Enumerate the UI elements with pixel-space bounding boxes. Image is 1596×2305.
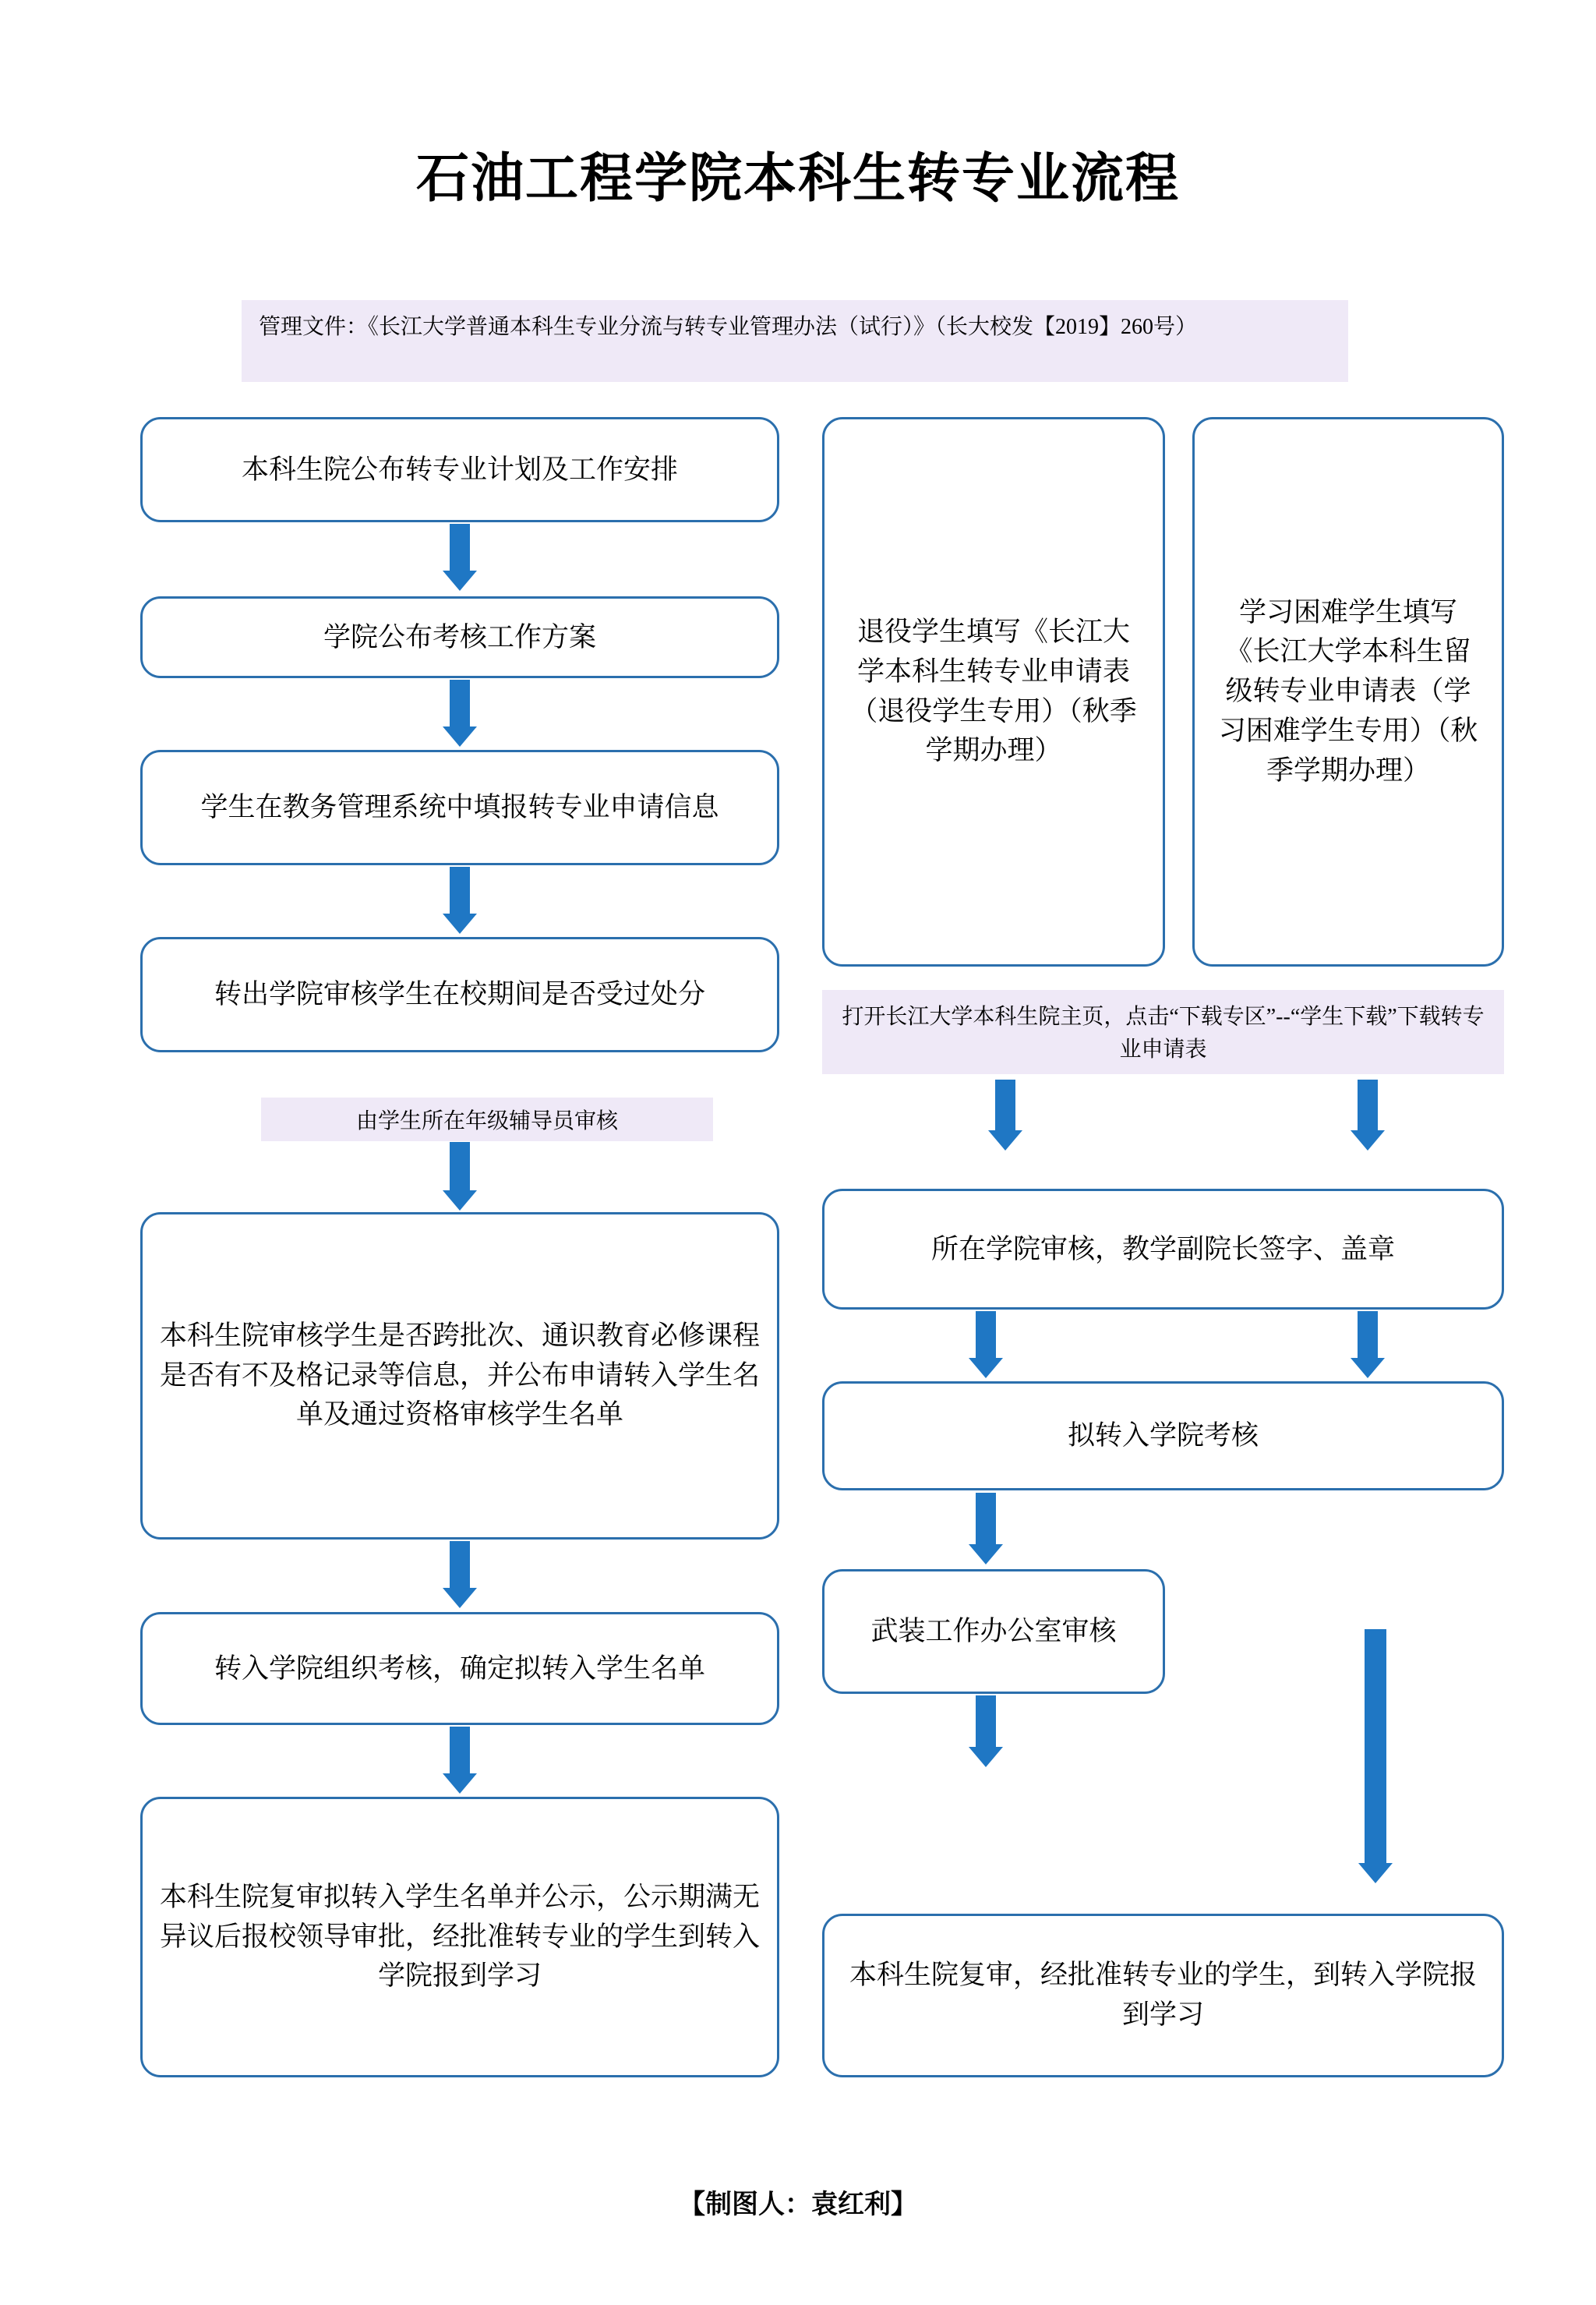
- arrow-l4-l5: [440, 1142, 479, 1214]
- download-note-text: 打开长江大学本科生院主页，点击“下载专区”--“学生下载”下载转专业申请表: [842, 1005, 1485, 1062]
- flow-box-l7-label: 本科生院复审拟转入学生名单并公示，公示期满无异议后报校领导审批，经批准转专业的学生到转入学院报到学习: [159, 1881, 760, 1992]
- arrow-l6-l7: [440, 1727, 479, 1795]
- flow-box-r1: [822, 1189, 1504, 1310]
- policy-note-text: 管理文件：《长江大学普通本科生专业分流与转专业管理办法（试行）》（长大校发【2019】260号）: [259, 315, 1198, 339]
- flow-box-l7: [140, 1797, 779, 2077]
- arrow-r1-right-branch: [1348, 1311, 1387, 1380]
- flow-box-r4: [822, 1914, 1504, 2077]
- flow-box-r3: [822, 1569, 1165, 1694]
- arrow-l3-l4: [440, 867, 479, 935]
- flow-box-l5: [140, 1212, 779, 1540]
- flow-box-l1-label: 本科生院公布转专业计划及工作安排: [241, 454, 678, 485]
- flow-box-l4-label: 转出学院审核学生在校期间是否受过处分: [214, 979, 705, 1010]
- flow-box-l5-label: 本科生院审核学生是否跨批次、通识教育必修课程是否有不及格记录等信息，并公布申请转入学生名单及通过资格审核学生名单: [159, 1320, 760, 1430]
- flow-box-veteran-label: 退役学生填写《长江大学本科生转专业申请表（退役学生专用）（秋季学期办理）: [850, 617, 1137, 766]
- policy-note: [242, 300, 1348, 382]
- flow-box-difficulty: [1192, 417, 1504, 967]
- flow-box-difficulty-label: 学习困难学生填写《长江大学本科生留级转专业申请表（学习困难学生专用）（秋季学期办理）: [1218, 596, 1478, 786]
- flow-box-l3: [140, 750, 779, 865]
- page-title: 石油工程学院本科生转专业流程: [415, 148, 1180, 210]
- arrow-r2-r3: [966, 1493, 1005, 1567]
- counselor-note-text: 由学生所在年级辅导员审核: [355, 1109, 618, 1133]
- flow-box-veteran: [822, 417, 1165, 967]
- flow-box-r1-label: 所在学院审核，教学副院长签字、盖章: [930, 1233, 1395, 1264]
- arrow-difficulty-r1: [1348, 1080, 1387, 1154]
- flow-box-r3-label: 武装工作办公室审核: [870, 1616, 1117, 1647]
- flow-box-l4: [140, 937, 779, 1052]
- flow-box-l2: [140, 596, 779, 678]
- flow-box-l6-label: 转入学院组织考核，确定拟转入学生名单: [214, 1653, 705, 1684]
- footer-credit: 【制图人：袁红利】: [679, 2190, 917, 2219]
- arrow-l5-l6: [440, 1541, 479, 1610]
- arrow-r3-r4: [966, 1695, 1005, 1769]
- arrow-l1-l2: [440, 524, 479, 592]
- arrow-veteran-r1: [986, 1080, 1025, 1154]
- flow-box-l6: [140, 1612, 779, 1725]
- flow-box-l1: [140, 417, 779, 522]
- counselor-note: [261, 1098, 713, 1141]
- flow-box-r2: [822, 1381, 1504, 1490]
- flow-box-r4-label: 本科生院复审，经批准转专业的学生，到转入学院报到学习: [849, 1960, 1477, 2030]
- flow-box-r2-label: 拟转入学院考核: [1067, 1420, 1259, 1451]
- flow-box-l2-label: 学院公布考核工作方案: [323, 621, 596, 652]
- flow-box-l3-label: 学生在教务管理系统中填报转专业申请信息: [200, 792, 719, 823]
- arrow-l2-l3: [440, 680, 479, 748]
- arrow-r2-r4-bypass: [1356, 1629, 1395, 1886]
- download-note: [822, 990, 1504, 1074]
- arrow-r1-r2: [966, 1311, 1005, 1380]
